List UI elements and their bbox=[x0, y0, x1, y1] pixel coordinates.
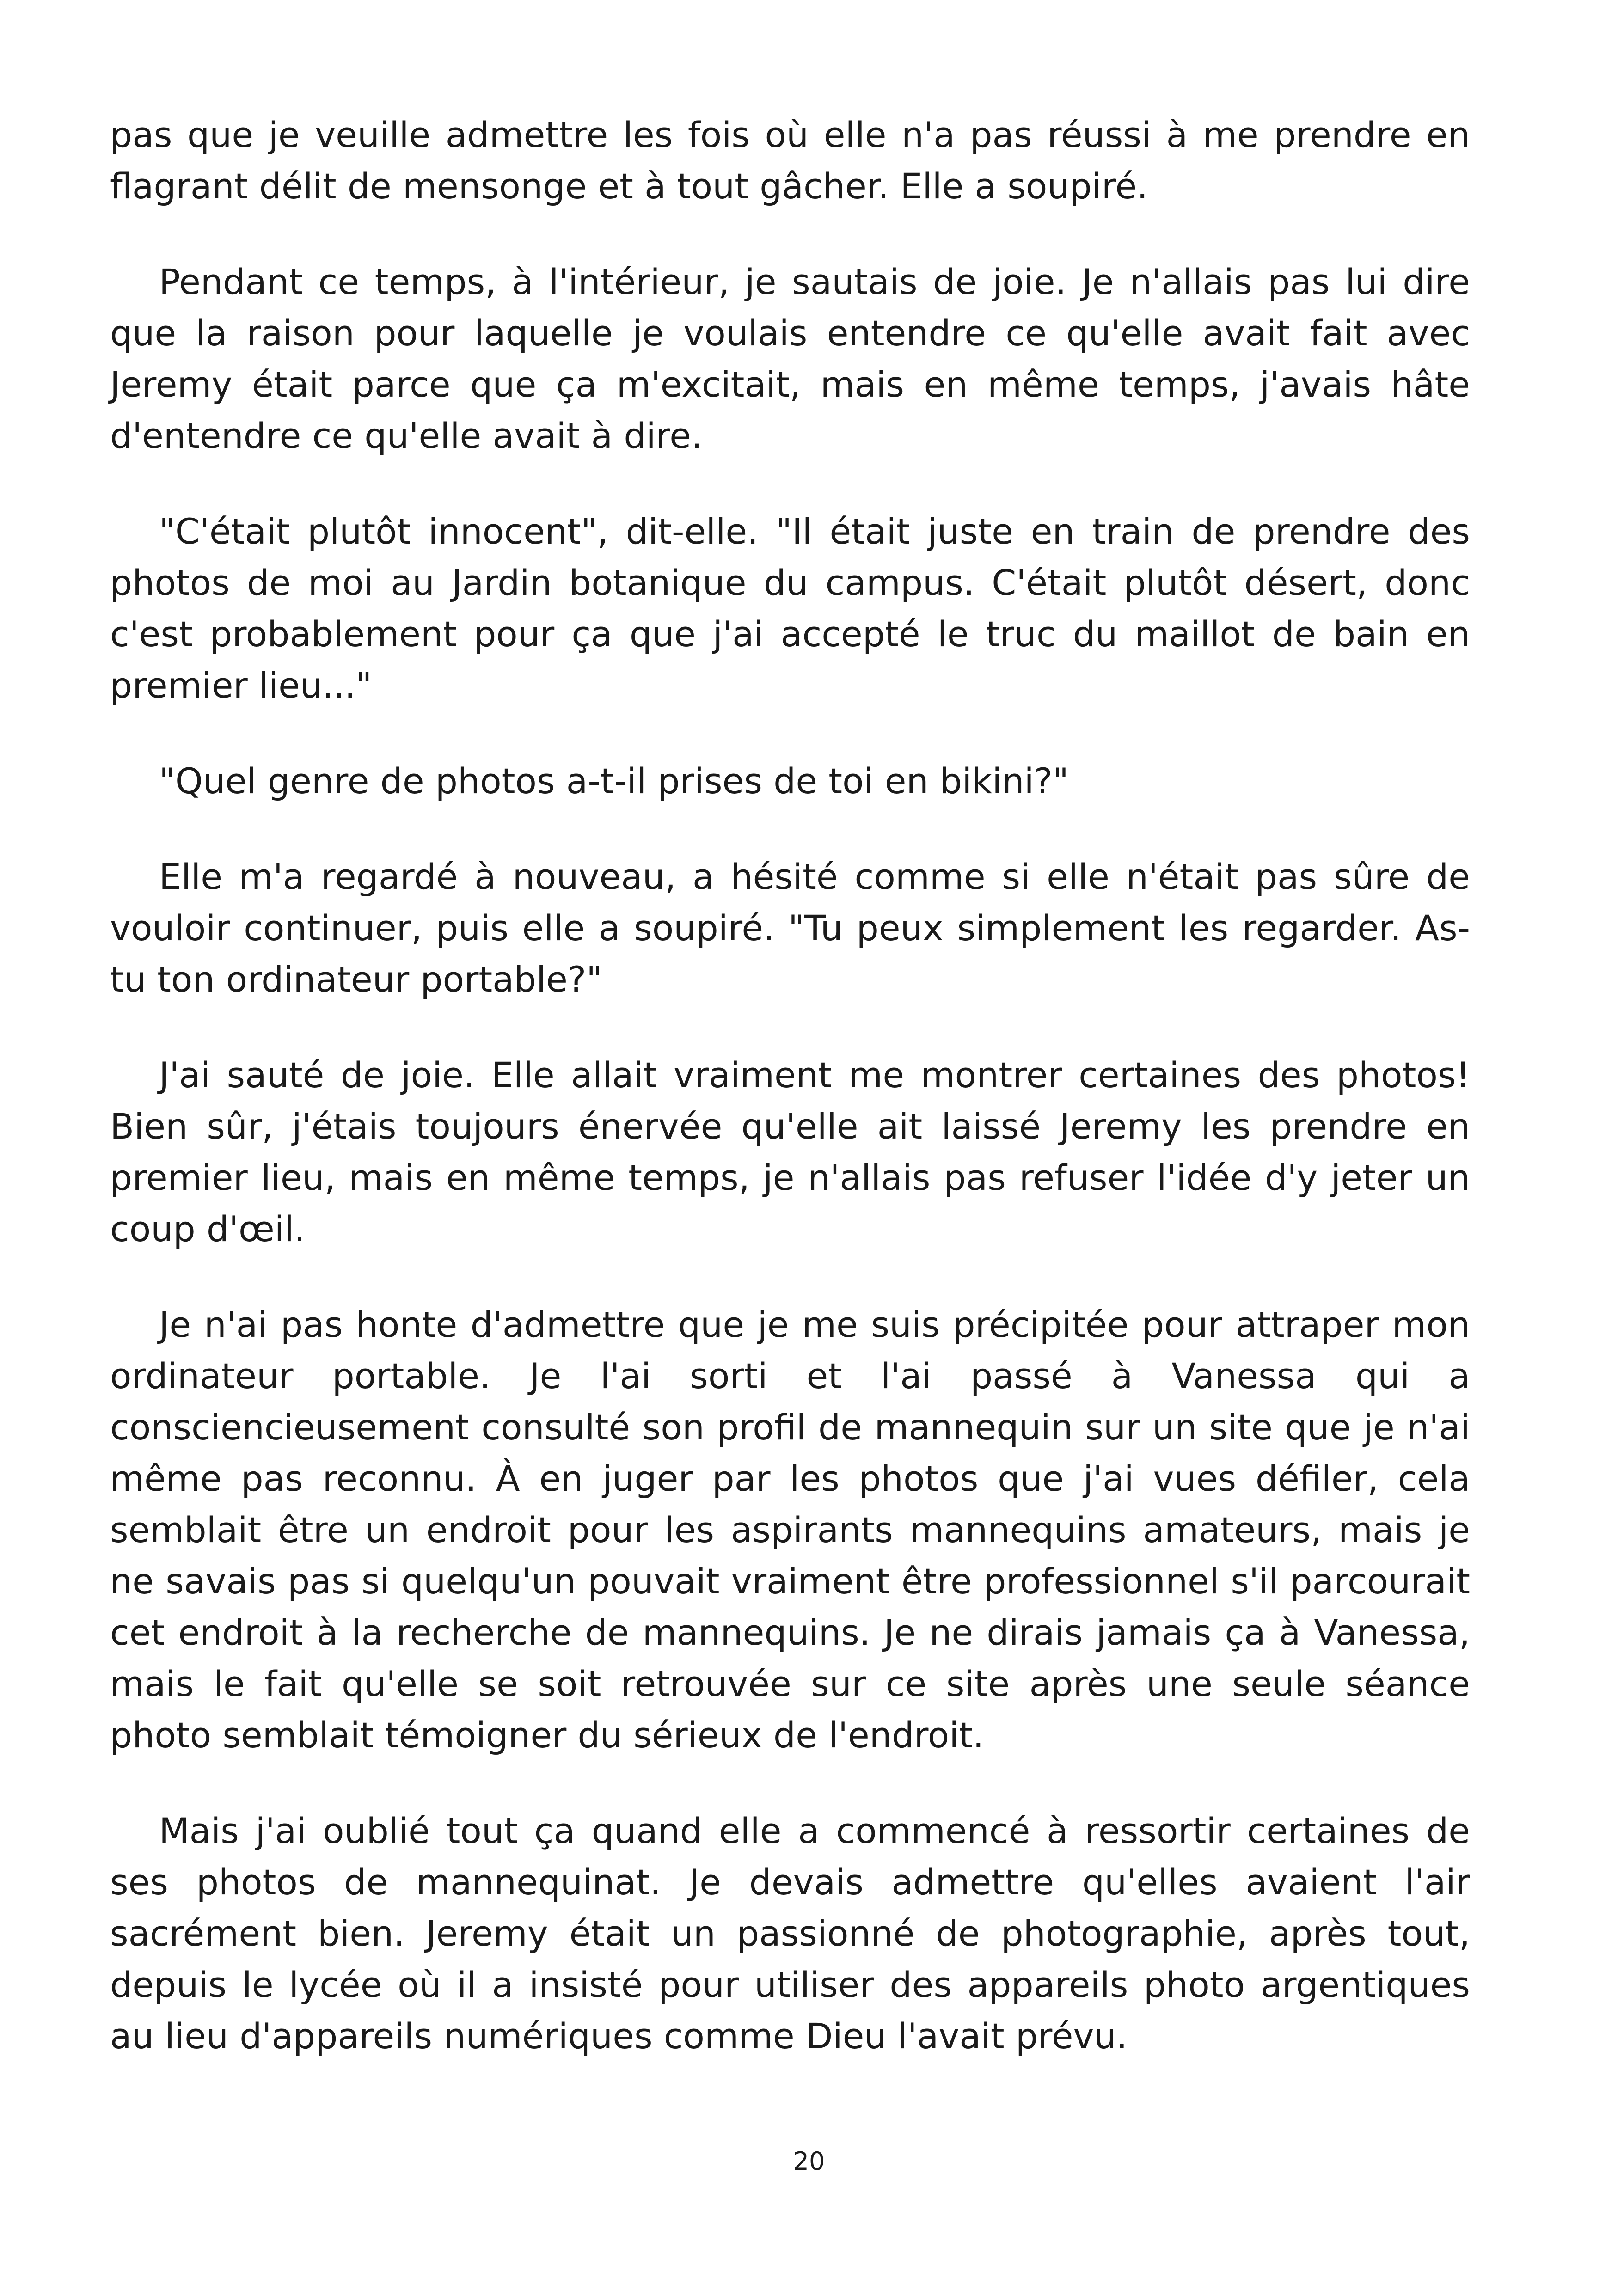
paragraph-8: Mais j'ai oublié tout ça quand elle a commencé à ressortir certaines de ses photos de mannequinat. Je devais admettre qu'elles avaient l'air sacrément bien. Jeremy était un passionné de photographie, après tout, depuis le lycée où il a insisté pour utiliser des appareils photo argentiques au lieu d'appareils numériques comme Dieu l'avait prévu. bbox=[110, 1810, 1470, 2057]
paragraph-5: Elle m'a regardé à nouveau, a hésité comme si elle n'était pas sûre de vouloir continuer, puis elle a soupiré. "Tu peux simplement les regarder. As-tu ton ordinateur portable?" bbox=[110, 856, 1470, 1000]
body-text bbox=[110, 109, 1470, 2106]
paragraph-3: "C'était plutôt innocent", dit-elle. "Il était juste en train de prendre des photos de moi au Jardin botanique du campus. C'était plutôt désert, donc c'est probablement pour ça que j'ai accepté le truc du maillot de bain en premier lieu..." bbox=[110, 511, 1470, 706]
paragraph-4: "Quel genre de photos a-t-il prises de toi en bikini?" bbox=[159, 760, 1069, 802]
paragraph-2: Pendant ce temps, à l'intérieur, je sautais de joie. Je n'allais pas lui dire que la raison pour laquelle je voulais entendre ce qu'elle avait fait avec Jeremy était parce que ça m'excitait, mais en même temps, j'avais hâte d'entendre ce qu'elle avait à dire. bbox=[110, 261, 1470, 456]
paragraph-1: pas que je veuille admettre les fois où elle n'a pas réussi à me prendre en flagrant délit de mensonge et à tout gâcher. Elle a soupiré. bbox=[110, 114, 1470, 207]
page-number: 20 bbox=[793, 2147, 825, 2176]
paragraph-6: J'ai sauté de joie. Elle allait vraiment me montrer certaines des photos! Bien sûr, j'étais toujours énervée qu'elle ait laissé Jeremy les prendre en premier lieu, mais en même temps, je n'allais pas refuser l'idée d'y jeter un coup d'œil. bbox=[110, 1054, 1470, 1249]
paragraph-7: Je n'ai pas honte d'admettre que je me suis précipitée pour attraper mon ordinateur portable. Je l'ai sorti et l'ai passé à Vanessa qui a consciencieusement consulté son profil de mannequin sur un site que je n'ai même pas reconnu. À en juger par les photos que j'ai vues défiler, cela semblait être un endroit pour les aspirants mannequins amateurs, mais je ne savais pas si quelqu'un pouvait vraiment être professionnel s'il parcourait cet endroit à la recherche de mannequins. Je ne dirais jamais ça à Vanessa, mais le fait qu'elle se soit retrouvée sur ce site après une seule séance photo semblait témoigner du sérieux de l'endroit. bbox=[110, 1304, 1470, 1756]
